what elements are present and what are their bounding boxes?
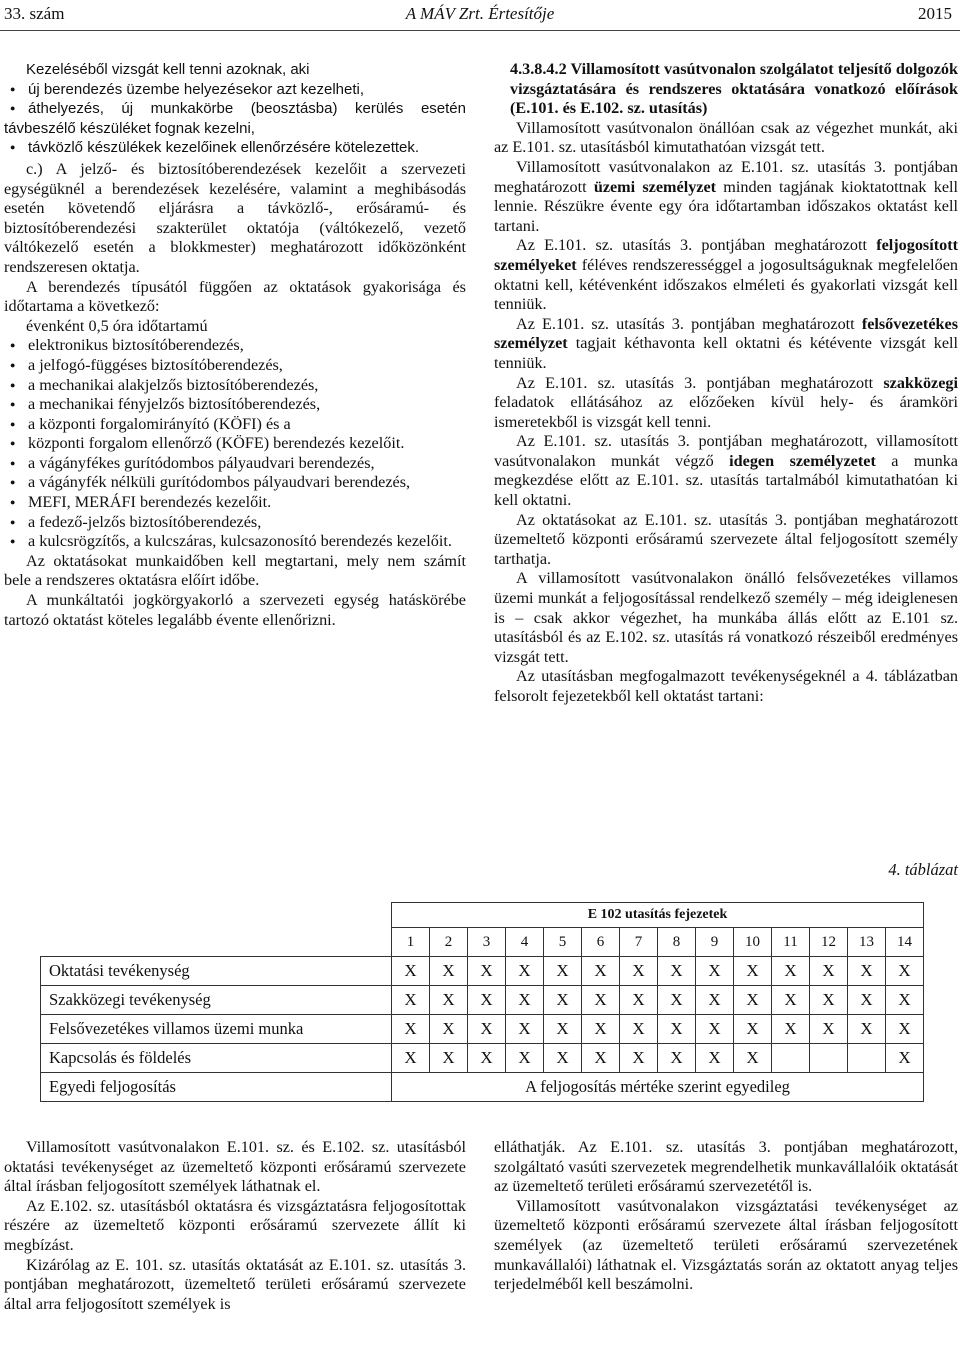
- table-cell: X: [544, 1015, 582, 1044]
- table-cell: X: [620, 1044, 658, 1073]
- paragraph: Kezeléséből vizsgát kell tenni azoknak, aki: [26, 61, 310, 78]
- table-cell: X: [886, 957, 924, 986]
- table-corner: [41, 903, 392, 928]
- paragraph: Az E.102. sz. utasításból oktatásra és vizsgáztatásra feljogosítottak részére az üzemeltető központi erősáramú szervezete állít ki megbízást.: [4, 1196, 466, 1254]
- table-cell: X: [772, 1015, 810, 1044]
- paragraph: A berendezés típusától függően az oktatások gyakorisága és időtartama a következő:: [4, 277, 466, 316]
- table-cell: X: [772, 986, 810, 1015]
- table-cell: X: [848, 986, 886, 1015]
- table-cell: X: [468, 1044, 506, 1073]
- bullet-list: [4, 336, 466, 552]
- column-number: 4: [506, 928, 544, 957]
- table-cell: X: [696, 1015, 734, 1044]
- column-number: 7: [620, 928, 658, 957]
- row-label: Egyedi feljogosítás: [41, 1073, 392, 1102]
- table-cell: X: [582, 986, 620, 1015]
- bullet-item: ● a kulcsrögzítős, a kulcszáras, kulcsazonosító berendezés kezelőit.: [4, 532, 466, 552]
- table-cell: X: [544, 986, 582, 1015]
- table-cell: X: [810, 986, 848, 1015]
- table-cell: X: [582, 957, 620, 986]
- left-column: [4, 60, 466, 630]
- column-number: 9: [696, 928, 734, 957]
- table-cell: X: [886, 986, 924, 1015]
- paragraph: Az E.101. sz. utasítás 3. pontjában meghatározott szakközegi feladatok ellátásához az előzőeken kívül hely- és áramköri ismeretekből is vizsgát kell tenni.: [494, 373, 958, 431]
- table-cell: X: [468, 957, 506, 986]
- table-row: [41, 1073, 924, 1102]
- table-cell: X: [696, 957, 734, 986]
- paragraph: Villamosított vasútvonalon önállóan csak az végezhet munkát, aki az E.101. sz. utasításból kimutathatóan vizsgát tett.: [494, 118, 958, 157]
- bottom-right-column: [494, 1138, 958, 1295]
- table-cell: X: [506, 1015, 544, 1044]
- paragraph: Villamosított vasútvonalakon vizsgáztatási tevékenységet az üzemeltető központi erősáramú szervezete által írásban feljogosított személyek (az üzemeltető területi erősáramú szervezetének munkavállalói) láthatnak el. Vizsgáztatás során az oktatott anyag teljes terjedelméből kell beszámolni.: [494, 1196, 958, 1294]
- paragraph: Az oktatásokat munkaidőben kell megtartani, mely nem számít bele a rendszeres oktatásra előírt időbe.: [4, 551, 466, 590]
- issue-number: 33. szám: [4, 4, 65, 23]
- paragraph: Az oktatásokat az E.101. sz. utasítás 3. pontjában meghatározott üzemeltető központi erősáramú szervezete által feljogosított személy tarthatja.: [494, 510, 958, 568]
- table-caption: 4. táblázat: [888, 860, 958, 879]
- column-number: 1: [392, 928, 430, 957]
- bottom-left-column: [4, 1138, 466, 1314]
- bullet-item: ● elektronikus biztosítóberendezés,: [4, 336, 466, 356]
- bullet-item: ● a mechanikai alakjelzős biztosítóberendezés,: [4, 376, 466, 396]
- table-cell: X: [886, 1044, 924, 1073]
- table-cell: X: [658, 957, 696, 986]
- table-cell: X: [734, 986, 772, 1015]
- paragraph: Villamosított vasútvonalakon E.101. sz. és E.102. sz. utasításból oktatási tevékenységet az üzemeltető központi erősáramú szervezete által írásban feljogosított személyek láthatnak el.: [4, 1138, 466, 1196]
- right-column: [494, 60, 958, 707]
- table-cell: X: [810, 1015, 848, 1044]
- table-cell: [848, 1044, 886, 1073]
- paragraph: Kizárólag az E. 101. sz. utasítás oktatását az E.101. sz. utasítás 3. pontjában meghatározott, üzemeltető területi erősáramú szervezete által arra feljogosított személyek is: [4, 1255, 466, 1313]
- table-row: [41, 1044, 924, 1073]
- paragraph: évenként 0,5 óra időtartamú: [26, 316, 208, 335]
- column-number: 12: [810, 928, 848, 957]
- paragraph: Az E.101. sz. utasítás 3. pontjában meghatározott feljogosított személyeket féléves rendszerességgel a jogosultságuknak megfelelően oktatni kell, kétévenként időszakos elméleti és gyakorlati vizsgát kell tenniük.: [494, 236, 958, 314]
- column-number: 11: [772, 928, 810, 957]
- table-cell: X: [658, 986, 696, 1015]
- table-cell: X: [658, 1044, 696, 1073]
- paragraph: c.) A jelző- és biztosítóberendezések kezelőit a szervezeti egységüknél a berendezések kezelésére, valamint a meghibásodás esetén követendő eljárásra a távközlő-, erősáramú- és biztosítóberendezési szakterület oktatója (váltókezelő, vezető váltókezelő esetén a blokkmester) meghatározott időközönként rendszeresen oktatja.: [4, 159, 466, 276]
- paragraph: elláthatják. Az E.101. sz. utasítás 3. pontjában meghatározott, szolgáltató vasúti szervezetek megrendelhetik munkavállalóik oktatását az üzemeltető területi erősáramú szervezetétől is.: [494, 1138, 958, 1196]
- paragraph: Az E.101. sz. utasítás 3. pontjában meghatározott felsővezetékes személyzet tagjait kéthavonta kell oktatni és kétévente vizsgát kell tenniük.: [494, 314, 958, 372]
- paragraph: Az utasításban megfogalmazott tevékenységeknél a 4. táblázatban felsorolt fejezetekből kell oktatást tartani:: [494, 667, 958, 705]
- bullet-item: ● távközlő készülékek kezelőinek ellenőrzésére kötelezettek.: [4, 138, 466, 158]
- table-cell: X: [506, 957, 544, 986]
- paragraph: A munkáltatói jogkörgyakorló a szervezeti egység hatáskörébe tartozó oktatást köteles legalább évente ellenőrizni.: [4, 591, 466, 629]
- table-cell: X: [620, 957, 658, 986]
- table-cell: X: [582, 1044, 620, 1073]
- table-cell: X: [734, 957, 772, 986]
- table-cell: X: [734, 1044, 772, 1073]
- year: 2015: [918, 4, 952, 23]
- table-cell: X: [430, 986, 468, 1015]
- row-label: Szakközegi tevékenység: [41, 986, 392, 1015]
- bullet-item: ● a vágányfékes gurítódombos pályaudvari berendezés,: [4, 454, 466, 474]
- table-group-header: E 102 utasítás fejezetek: [392, 903, 924, 928]
- paragraph: Az E.101. sz. utasítás 3. pontjában meghatározott, villamosított vasútvonalakon munkát végző idegen személyzetet a munka megkezdése előtt az E.101. sz. utasítás tartalmából kimutathatóan ki kell oktatni.: [494, 432, 958, 510]
- table-corner: [41, 928, 392, 957]
- table-cell: X: [810, 957, 848, 986]
- bullet-item: ● a fedező-jelzős biztosítóberendezés,: [4, 513, 466, 533]
- bullet-item: ● a vágányfék nélküli gurítódombos pályaudvari berendezés,: [4, 473, 466, 493]
- bullet-item: ● a mechanikai fényjelzős biztosítóberendezés,: [4, 395, 466, 415]
- table-cell: X: [544, 957, 582, 986]
- table-cell: X: [430, 957, 468, 986]
- column-number: 5: [544, 928, 582, 957]
- row-label: Kapcsolás és földelés: [41, 1044, 392, 1073]
- table-row: [41, 957, 924, 986]
- paragraph: Villamosított vasútvonalakon az E.101. sz. utasítás 3. pontjában meghatározott üzemi személyzet minden tagjának kioktatottnak kell lennie. Részükre évente egy óra időtartamban időszakos oktatást kell tartani.: [494, 157, 959, 235]
- bullet-item: ● a központi forgalomirányító (KÖFI) és a: [4, 415, 466, 435]
- bullet-item: ● új berendezés üzembe helyezésekor azt kezelheti,: [4, 80, 466, 100]
- table-cell: X: [506, 1044, 544, 1073]
- column-number: 2: [430, 928, 468, 957]
- table-cell: X: [506, 986, 544, 1015]
- bullet-item: ● a jelfogó-függéses biztosítóberendezés,: [4, 356, 466, 376]
- page-header: [0, 4, 960, 31]
- column-number: 13: [848, 928, 886, 957]
- column-number: 10: [734, 928, 772, 957]
- bullet-item: ● központi forgalom ellenőrző (KÖFE) berendezés kezelőit.: [4, 434, 466, 454]
- table-cell: X: [430, 1015, 468, 1044]
- column-number: 14: [886, 928, 924, 957]
- table-cell: X: [886, 1015, 924, 1044]
- table-cell: X: [848, 957, 886, 986]
- table-cell: X: [734, 1015, 772, 1044]
- table-cell: X: [620, 986, 658, 1015]
- journal-title: A MÁV Zrt. Értesítője: [405, 4, 555, 23]
- column-number: 6: [582, 928, 620, 957]
- table-row: [41, 1015, 924, 1044]
- bullet-item: ● MEFI, MERÁFI berendezés kezelőit.: [4, 493, 466, 513]
- table-cell: X: [696, 986, 734, 1015]
- table-row: [41, 986, 924, 1015]
- table-cell: [810, 1044, 848, 1073]
- table-cell: X: [468, 986, 506, 1015]
- table-cell-merged: A feljogosítás mértéke szerint egyedileg: [392, 1073, 924, 1102]
- table-cell: X: [544, 1044, 582, 1073]
- table-cell: X: [848, 1015, 886, 1044]
- chapter-table: [40, 902, 924, 1102]
- table-cell: X: [658, 1015, 696, 1044]
- bullet-item: ● áthelyezés, új munkakörbe (beosztásba) kerülés esetén távbeszélő készüléket fognak kezelni,: [4, 99, 466, 138]
- column-number: 8: [658, 928, 696, 957]
- row-label: Felsővezetékes villamos üzemi munka: [41, 1015, 392, 1044]
- table-cell: X: [392, 1044, 430, 1073]
- table-cell: X: [392, 1015, 430, 1044]
- table-cell: X: [430, 1044, 468, 1073]
- table-cell: X: [772, 957, 810, 986]
- table-cell: X: [620, 1015, 658, 1044]
- table-cell: X: [392, 957, 430, 986]
- table-cell: X: [582, 1015, 620, 1044]
- table-cell: [772, 1044, 810, 1073]
- column-number: 3: [468, 928, 506, 957]
- table-cell: X: [696, 1044, 734, 1073]
- section-heading: 4.3.8.4.2 Villamosított vasútvonalon szolgálatot teljesítő dolgozók vizsgáztatására és rendszeres oktatására vonatkozó előírások (E.101. és E.102. sz. utasítás): [510, 60, 958, 118]
- paragraph: A villamosított vasútvonalakon önálló felsővezetékes villamos üzemi munkát a feljogosítással rendelkező személy – még ideiglenesen is – csak akkor végezhet, ha munkába állás előtt az E.101 sz. utasításból és az E.102. sz. utasítás rá vonatkozó részeiből eredményes vizsgát tett.: [494, 569, 958, 666]
- row-label: Oktatási tevékenység: [41, 957, 392, 986]
- table-cell: X: [468, 1015, 506, 1044]
- table-cell: X: [392, 986, 430, 1015]
